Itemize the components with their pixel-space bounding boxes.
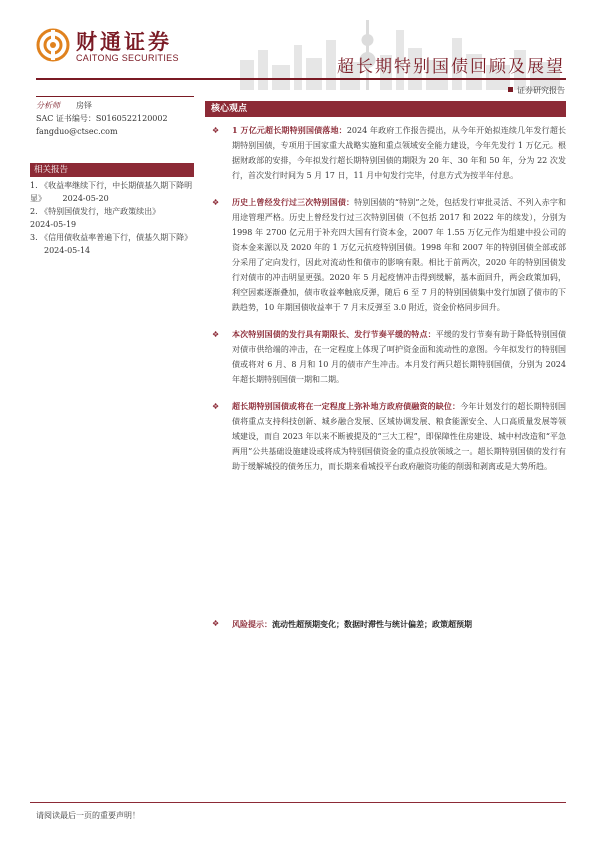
related-reports-heading: 相关报告 xyxy=(30,163,194,177)
core-point xyxy=(208,123,566,183)
point-lead: 超长期特别国债或将在一定程度上弥补地方政府债融资的缺位： xyxy=(232,401,461,411)
related-report-title: 1. 《收益率继续下行，中长期债基久期下降明显》 xyxy=(30,181,193,203)
core-point xyxy=(208,399,566,474)
risk-warning xyxy=(208,617,566,632)
logo-emblem-icon xyxy=(36,28,70,62)
risk-lead: 风险提示： xyxy=(232,619,272,629)
diamond-bullet-icon: ❖ xyxy=(212,402,220,411)
diamond-bullet-icon: ❖ xyxy=(212,330,220,339)
point-lead: 本次特别国债的发行具有期限长、发行节奏平缓的特点： xyxy=(232,329,436,339)
point-body: 2024 年政府工作报告提出，从今年开始拟连续几年发行超长期特别国债，专项用于国家重大战略实施和重点领域安全能力建设，今年先发行 1 万亿元。根据财政部的安排，今年拟发行超长期特别国债的期限为 20 年、30 年和 50 年，分为 22 次发行，首次发行时间为 5 月 17 日，11 月中旬发行完毕，付息方式为按半年付息。 xyxy=(232,126,566,180)
related-report-title: 2. 《特别国债发行，地产政策续出》 xyxy=(30,207,161,216)
core-point xyxy=(208,195,566,315)
sac-label: SAC 证书编号： xyxy=(36,114,96,123)
related-reports-list xyxy=(30,179,198,257)
report-type-label: 证券研究报告 xyxy=(517,86,565,95)
point-lead: 1 万亿元超长期特别国债落地： xyxy=(232,125,347,135)
square-bullet-icon xyxy=(508,87,513,92)
analyst-name: 房铎 xyxy=(76,101,92,110)
sac-number: S0160522120002 xyxy=(95,114,168,123)
core-views-heading: 核心观点 xyxy=(205,101,566,117)
analyst-email[interactable]: fangduo@ctsec.com xyxy=(36,127,118,136)
sac-row xyxy=(36,112,168,125)
report-title: 超长期特别国债回顾及展望 xyxy=(337,57,565,77)
footer-divider xyxy=(30,802,566,803)
footer-disclaimer: 请阅读最后一页的重要声明！ xyxy=(36,811,140,820)
core-point xyxy=(208,327,566,387)
point-body: 今年计划发行的超长期特别国债将重点支持科技创新、城乡融合发展、区域协调发展、粮食能源安全、人口高质量发展等领域建设，而自 2023 年以来不断被提及的“三大工程”，即保障性住房建设、城中村改造和“平急两用”公共基础设施建设或将成为特别国债资金的重点投放领域之一。超长期特别国债的发行有助于缓解城投的债务压力，而长期来看城投平台政府融资功能的削弱和剥离或是大势所趋。 xyxy=(232,402,567,471)
analyst-info xyxy=(36,99,168,138)
analyst-divider xyxy=(36,96,194,97)
related-report-date: 2024-05-20 xyxy=(62,194,109,203)
point-body: 特别国债的“特别”之处，包括发行审批灵活、不列入赤字和用途管理严格。历史上曾经发行过三次特别国债（不包括 2017 和 2022 年的续发），分别为 1998 年 2700 亿元用于补充四大国有行资本金，2007 年 1.55 万亿元作为组建中投公司的资本金来源以及 2020 年的 1 万亿元抗疫特别国债。1998 年和 2007 年的特别国债全部或部分采用了定向发行，因此对流动性和债市的影响有限。相比于前两次，2020 年的特别国债发行对债市的冲击明显更强。2020 年 5 月起疫情冲击得到缓解，基本面回升，两会政策加码，利空因素逐渐叠加，债市收益率触底反弹，随后 6 至 7 月的特别国债集中发行加剧了债市的下跌趋势，10 年期国债收益率于 7 月末反弹至 3.0 附近，资金价格同步回升。 xyxy=(232,198,566,312)
related-report-date: 2024-05-14 xyxy=(44,246,91,255)
related-report-date: 2024-05-19 xyxy=(30,220,77,229)
point-lead: 历史上曾经发行过三次特别国债： xyxy=(232,197,355,207)
point-body: 平缓的发行节奏有助于降低特别国债对债市供给端的冲击，在一定程度上体现了呵护资金面和流动性的意图。今年拟发行的特别国债或将对 6 月、8 月和 10 月的债市产生冲击。本月发行两只超长期特别国债，分别为 2024 年超长期特别国债一期和二期。 xyxy=(232,330,566,384)
analyst-row xyxy=(36,99,168,112)
analyst-label: 分析师 xyxy=(36,101,60,110)
company-logo xyxy=(36,26,179,68)
header-divider xyxy=(36,78,566,80)
related-report-item[interactable] xyxy=(30,231,198,257)
related-report-item[interactable] xyxy=(30,205,198,231)
related-report-item[interactable] xyxy=(30,179,198,205)
logo-chinese-text: 财通证券 xyxy=(76,30,172,54)
risk-body: 流动性超预期变化；数据时滞性与统计偏差；政策超预期 xyxy=(272,619,472,629)
diamond-bullet-icon: ❖ xyxy=(212,198,220,207)
related-report-title: 3. 《信用债收益率普遍下行，债基久期下降》 xyxy=(30,233,193,242)
diamond-bullet-icon: ❖ xyxy=(212,126,220,135)
logo-english-text: CAITONG SECURITIES xyxy=(76,53,179,63)
report-type xyxy=(508,85,565,96)
core-points xyxy=(208,123,566,486)
diamond-bullet-icon: ❖ xyxy=(212,619,220,628)
